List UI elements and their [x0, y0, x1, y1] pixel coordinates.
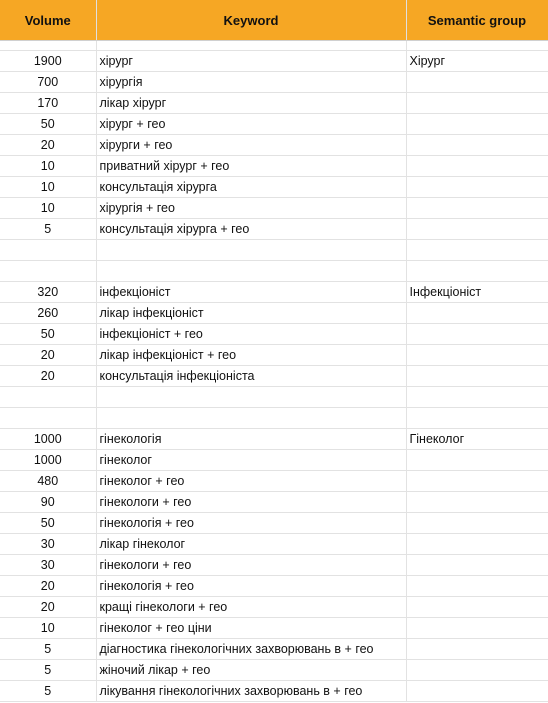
keyword-cell[interactable]: лікар гінеколог	[96, 534, 406, 555]
volume-cell[interactable]: 10	[0, 198, 96, 219]
keyword-cell[interactable]: консультація інфекціоніста	[96, 366, 406, 387]
header-row	[0, 0, 548, 41]
table-row	[0, 597, 548, 618]
semantic-group-cell[interactable]	[406, 513, 548, 534]
volume-cell[interactable]: 20	[0, 576, 96, 597]
semantic-group-cell[interactable]	[406, 534, 548, 555]
semantic-group-cell[interactable]	[406, 450, 548, 471]
volume-cell[interactable]	[0, 387, 96, 408]
semantic-group-cell[interactable]	[406, 114, 548, 135]
volume-cell[interactable]	[0, 261, 96, 282]
table-row	[0, 366, 548, 387]
semantic-group-cell[interactable]	[406, 324, 548, 345]
keyword-cell[interactable]: гінеколог	[96, 450, 406, 471]
keyword-cell[interactable]: гінеколог + гео	[96, 471, 406, 492]
keyword-cell[interactable]: гінекологи + гео	[96, 555, 406, 576]
table-row	[0, 345, 548, 366]
keyword-cell[interactable]	[96, 387, 406, 408]
keyword-cell[interactable]: хірургія	[96, 72, 406, 93]
keyword-cell[interactable]: лікування гінекологічних захворювань в + гео	[96, 681, 406, 702]
volume-cell[interactable]: 90	[0, 492, 96, 513]
volume-cell[interactable]: 170	[0, 93, 96, 114]
semantic-group-cell[interactable]	[406, 303, 548, 324]
semantic-group-cell[interactable]	[406, 93, 548, 114]
semantic-group-cell[interactable]: Інфекціоніст	[406, 282, 548, 303]
table-row	[0, 492, 548, 513]
semantic-group-cell[interactable]	[406, 261, 548, 282]
semantic-group-cell[interactable]	[406, 387, 548, 408]
volume-cell[interactable]: 700	[0, 72, 96, 93]
table-row	[0, 114, 548, 135]
semantic-group-cell[interactable]	[406, 345, 548, 366]
table-row	[0, 240, 548, 261]
keyword-cell[interactable]: інфекціоніст	[96, 282, 406, 303]
table-row	[0, 576, 548, 597]
keyword-cell[interactable]: лікар інфекціоніст	[96, 303, 406, 324]
volume-cell[interactable]: 50	[0, 513, 96, 534]
table-row	[0, 219, 548, 240]
keyword-cell[interactable]: гінекологія	[96, 429, 406, 450]
table-row	[0, 261, 548, 282]
semantic-group-cell[interactable]	[406, 72, 548, 93]
volume-cell[interactable]: 260	[0, 303, 96, 324]
semantic-group-cell[interactable]	[406, 198, 548, 219]
keyword-cell[interactable]: хірург + гео	[96, 114, 406, 135]
semantic-group-cell[interactable]	[406, 492, 548, 513]
table-row	[0, 534, 548, 555]
table-row	[0, 408, 548, 429]
volume-cell[interactable]: 50	[0, 114, 96, 135]
semantic-group-cell[interactable]	[406, 219, 548, 240]
table-cell[interactable]	[96, 41, 406, 51]
keyword-cell[interactable]: кращі гінекологи + гео	[96, 597, 406, 618]
volume-cell[interactable]: 1000	[0, 450, 96, 471]
keyword-cell[interactable]: гінекологи + гео	[96, 492, 406, 513]
keyword-cell[interactable]: консультація хірурга + гео	[96, 219, 406, 240]
keyword-cell[interactable]	[96, 261, 406, 282]
table-row	[0, 51, 548, 72]
semantic-group-cell[interactable]	[406, 240, 548, 261]
volume-cell[interactable]: 30	[0, 555, 96, 576]
keyword-cell[interactable]: хірургія + гео	[96, 198, 406, 219]
table-row	[0, 156, 548, 177]
volume-cell[interactable]: 5	[0, 639, 96, 660]
volume-cell[interactable]: 480	[0, 471, 96, 492]
semantic-group-cell[interactable]	[406, 408, 548, 429]
semantic-group-cell[interactable]	[406, 681, 548, 702]
semantic-group-cell[interactable]	[406, 618, 548, 639]
volume-cell[interactable]: 10	[0, 177, 96, 198]
volume-cell[interactable]: 5	[0, 681, 96, 702]
volume-cell[interactable]: 20	[0, 135, 96, 156]
keyword-cell[interactable]: інфекціоніст + гео	[96, 324, 406, 345]
table-row	[0, 681, 548, 702]
volume-cell[interactable]: 30	[0, 534, 96, 555]
table-row	[0, 513, 548, 534]
semantic-group-cell[interactable]	[406, 366, 548, 387]
semantic-group-cell[interactable]	[406, 576, 548, 597]
keyword-cell[interactable]: лікар хірург	[96, 93, 406, 114]
keyword-cell[interactable]: хірург	[96, 51, 406, 72]
semantic-group-cell[interactable]	[406, 177, 548, 198]
table-row	[0, 387, 548, 408]
table-row	[0, 555, 548, 576]
table-row	[0, 282, 548, 303]
volume-cell[interactable]	[0, 240, 96, 261]
table-row	[0, 471, 548, 492]
table-row	[0, 72, 548, 93]
keyword-cell[interactable]: гінекологія + гео	[96, 513, 406, 534]
table-row	[0, 639, 548, 660]
table-row	[0, 303, 548, 324]
table-row	[0, 198, 548, 219]
keyword-cell[interactable]: хірурги + гео	[96, 135, 406, 156]
volume-cell[interactable]: 10	[0, 156, 96, 177]
semantic-group-cell[interactable]: Хірург	[406, 51, 548, 72]
keyword-cell[interactable]: гінеколог + гео ціни	[96, 618, 406, 639]
keyword-cell[interactable]: жіночий лікар + гео	[96, 660, 406, 681]
volume-cell[interactable]: 50	[0, 324, 96, 345]
gap-row	[0, 41, 548, 51]
semantic-group-cell[interactable]	[406, 639, 548, 660]
table-row	[0, 324, 548, 345]
header-volume[interactable]: Volume	[0, 0, 96, 41]
volume-cell[interactable]: 1900	[0, 51, 96, 72]
keyword-cell[interactable]	[96, 408, 406, 429]
table-row	[0, 618, 548, 639]
volume-cell[interactable]: 5	[0, 219, 96, 240]
keyword-cell[interactable]	[96, 240, 406, 261]
volume-cell[interactable]: 20	[0, 597, 96, 618]
table-row	[0, 429, 548, 450]
table-row	[0, 93, 548, 114]
volume-cell[interactable]: 10	[0, 618, 96, 639]
table-row	[0, 450, 548, 471]
keyword-cell[interactable]: приватний хірург + гео	[96, 156, 406, 177]
semantic-group-cell[interactable]	[406, 156, 548, 177]
keyword-cell[interactable]: консультація хірурга	[96, 177, 406, 198]
header-keyword[interactable]: Keyword	[96, 0, 406, 41]
table-cell[interactable]	[406, 41, 548, 51]
semantic-group-cell[interactable]	[406, 135, 548, 156]
semantic-group-cell[interactable]	[406, 660, 548, 681]
volume-cell[interactable]: 20	[0, 345, 96, 366]
semantic-group-cell[interactable]	[406, 597, 548, 618]
header-semantic-group[interactable]: Semantic group	[406, 0, 548, 41]
volume-cell[interactable]: 1000	[0, 429, 96, 450]
volume-cell[interactable]: 5	[0, 660, 96, 681]
volume-cell[interactable]: 20	[0, 366, 96, 387]
table-row	[0, 177, 548, 198]
keyword-cell[interactable]: діагностика гінекологічних захворювань в + гео	[96, 639, 406, 660]
volume-cell[interactable]: 320	[0, 282, 96, 303]
volume-cell[interactable]	[0, 408, 96, 429]
semantic-group-cell[interactable]: Гінеколог	[406, 429, 548, 450]
table-row	[0, 660, 548, 681]
keyword-cell[interactable]: лікар інфекціоніст + гео	[96, 345, 406, 366]
keyword-cell[interactable]: гінекологія + гео	[96, 576, 406, 597]
table-row	[0, 135, 548, 156]
table-cell[interactable]	[0, 41, 96, 51]
semantic-group-cell[interactable]	[406, 471, 548, 492]
semantic-group-cell[interactable]	[406, 555, 548, 576]
